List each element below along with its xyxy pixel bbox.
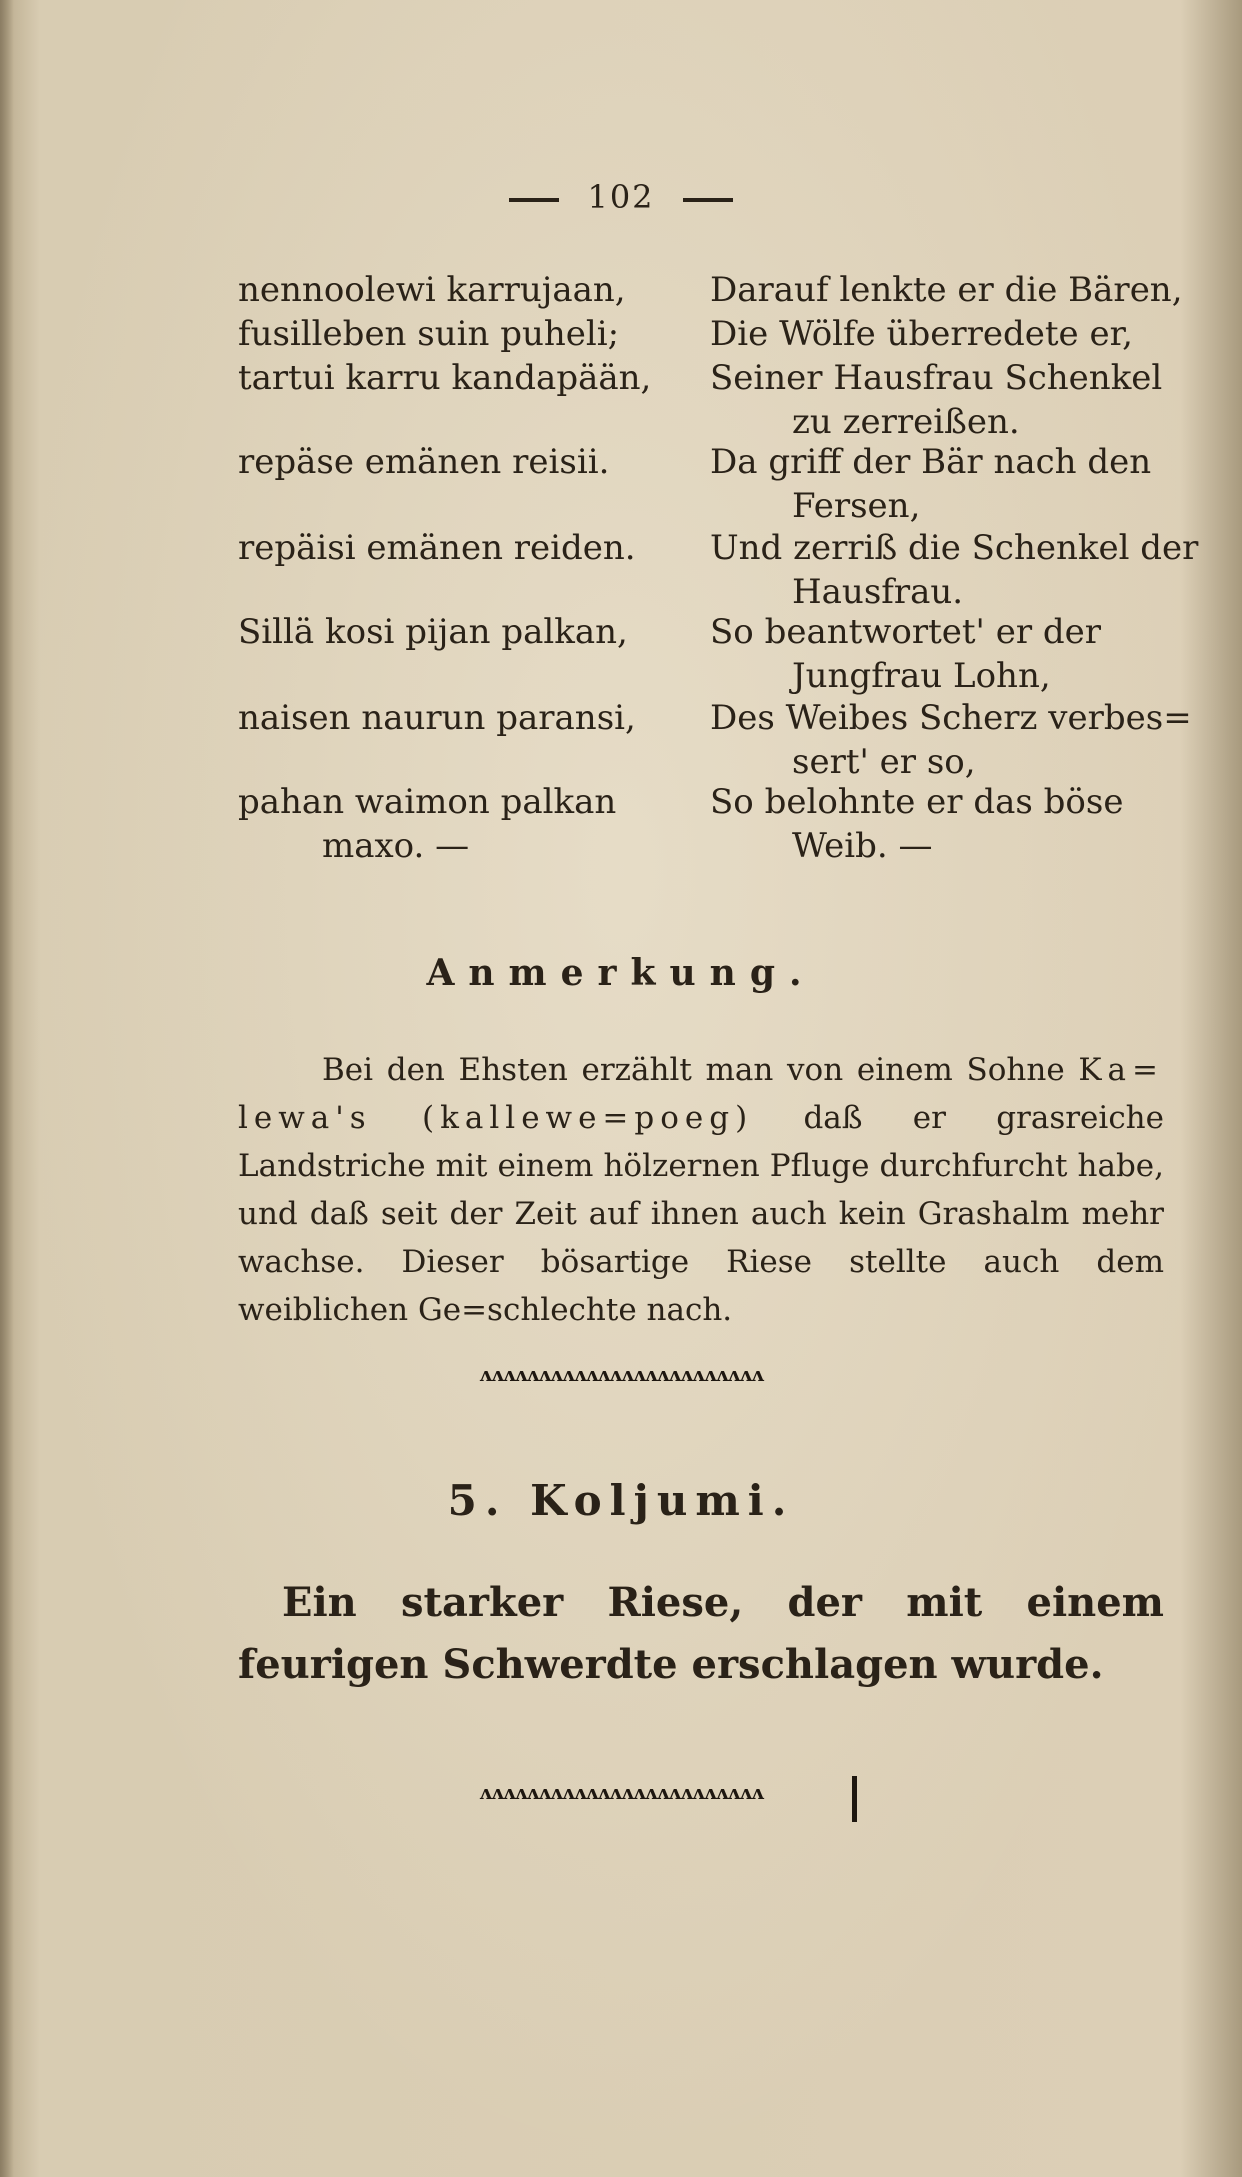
- verse-left-8-line: pahan waimon palkan: [238, 782, 617, 822]
- verse-right-5: [710, 526, 1199, 614]
- verse-right-6: [710, 610, 1164, 698]
- verse-right-4-line: Da griff der Bär nach den: [710, 442, 1152, 482]
- verse-right-8: [710, 780, 1164, 868]
- note-heading: Anmerkung.: [426, 952, 816, 994]
- verse-right-3-line: Seiner Hausfrau Schenkel: [710, 358, 1163, 398]
- verse-left-3: tartui karru kandapään,: [238, 358, 652, 398]
- page-spine-shadow: [0, 0, 14, 2177]
- note-name-1: Ka=: [1078, 1052, 1164, 1088]
- verse-left-4: repäse emänen reisii.: [238, 442, 610, 482]
- section-number: 5.: [447, 1476, 508, 1525]
- verse-right-6-cont: Jungfrau Lohn,: [792, 656, 1051, 696]
- note-text-1: Bei den Ehsten erzählt man von einem Sohne: [322, 1052, 1079, 1088]
- verse-right-7: [710, 696, 1192, 784]
- ornament-divider-2: ᴧᴧᴧᴧᴧᴧᴧᴧᴧᴧᴧᴧᴧᴧᴧᴧᴧᴧᴧᴧᴧᴧᴧᴧ: [479, 1780, 763, 1804]
- verse-left-1: nennoolewi karrujaan,: [238, 270, 626, 310]
- verse-left-8-cont: maxo. —: [322, 826, 470, 866]
- section-body: [238, 1572, 1164, 1696]
- verse-right-5-cont: Hausfrau.: [792, 572, 964, 612]
- verse-right-2: Die Wölfe überredete er,: [710, 314, 1133, 354]
- section-title: [0, 1476, 1242, 1525]
- verse-right-4: [710, 440, 1164, 528]
- note-text-2: daß er grasreiche Landstriche mit einem hölzernen Pfluge durchfurcht habe, und daß seit der Zeit auf ihnen auch kein Grashalm mehr wachse. Dieser bösartige Riese stellte auch dem weiblichen Ge=schlechte nach.: [238, 1100, 1164, 1328]
- note-paren: (kallewe=poeg): [422, 1100, 754, 1136]
- verse-right-1: Darauf lenkte er die Bären,: [710, 270, 1183, 310]
- verse-right-5-line: Und zerriß die Schenkel der: [710, 528, 1199, 568]
- page-number: 102: [587, 178, 655, 216]
- verse-left-2: fusilleben suin puheli;: [238, 314, 620, 354]
- page-header: [0, 178, 1242, 216]
- ornament-divider-1: ᴧᴧᴧᴧᴧᴧᴧᴧᴧᴧᴧᴧᴧᴧᴧᴧᴧᴧᴧᴧᴧᴧᴧᴧ: [479, 1362, 763, 1386]
- verse-right-7-line: Des Weibes Scherz verbes=: [710, 698, 1192, 738]
- note-name-2: lewa's: [238, 1100, 372, 1136]
- verse-right-8-line: So belohnte er das böse: [710, 782, 1124, 822]
- verse-right-4-cont: Fersen,: [792, 486, 921, 526]
- verse-left-8: [238, 780, 678, 868]
- verse-left-7: naisen naurun paransi,: [238, 698, 636, 738]
- verse-right-3-cont: zu zerreißen.: [792, 402, 1020, 442]
- note-paragraph: [238, 1046, 1164, 1334]
- verse-right-3: [710, 356, 1164, 444]
- section-name: Koljumi.: [530, 1476, 795, 1525]
- verse-right-7-cont: sert' er so,: [792, 742, 976, 782]
- verse-right-8-cont: Weib. —: [792, 826, 933, 866]
- ornament-bar: [852, 1776, 857, 1822]
- header-dash-right: [683, 198, 733, 202]
- verse-right-6-line: So beantwortet' er der: [710, 612, 1102, 652]
- header-dash-left: [509, 198, 559, 202]
- verse-left-5: repäisi emänen reiden.: [238, 528, 636, 568]
- verse-left-6: Sillä kosi pijan palkan,: [238, 612, 628, 652]
- section-body-text: Ein starker Riese, der mit einem feurigen Schwerdte erschlagen wurde.: [238, 1579, 1164, 1688]
